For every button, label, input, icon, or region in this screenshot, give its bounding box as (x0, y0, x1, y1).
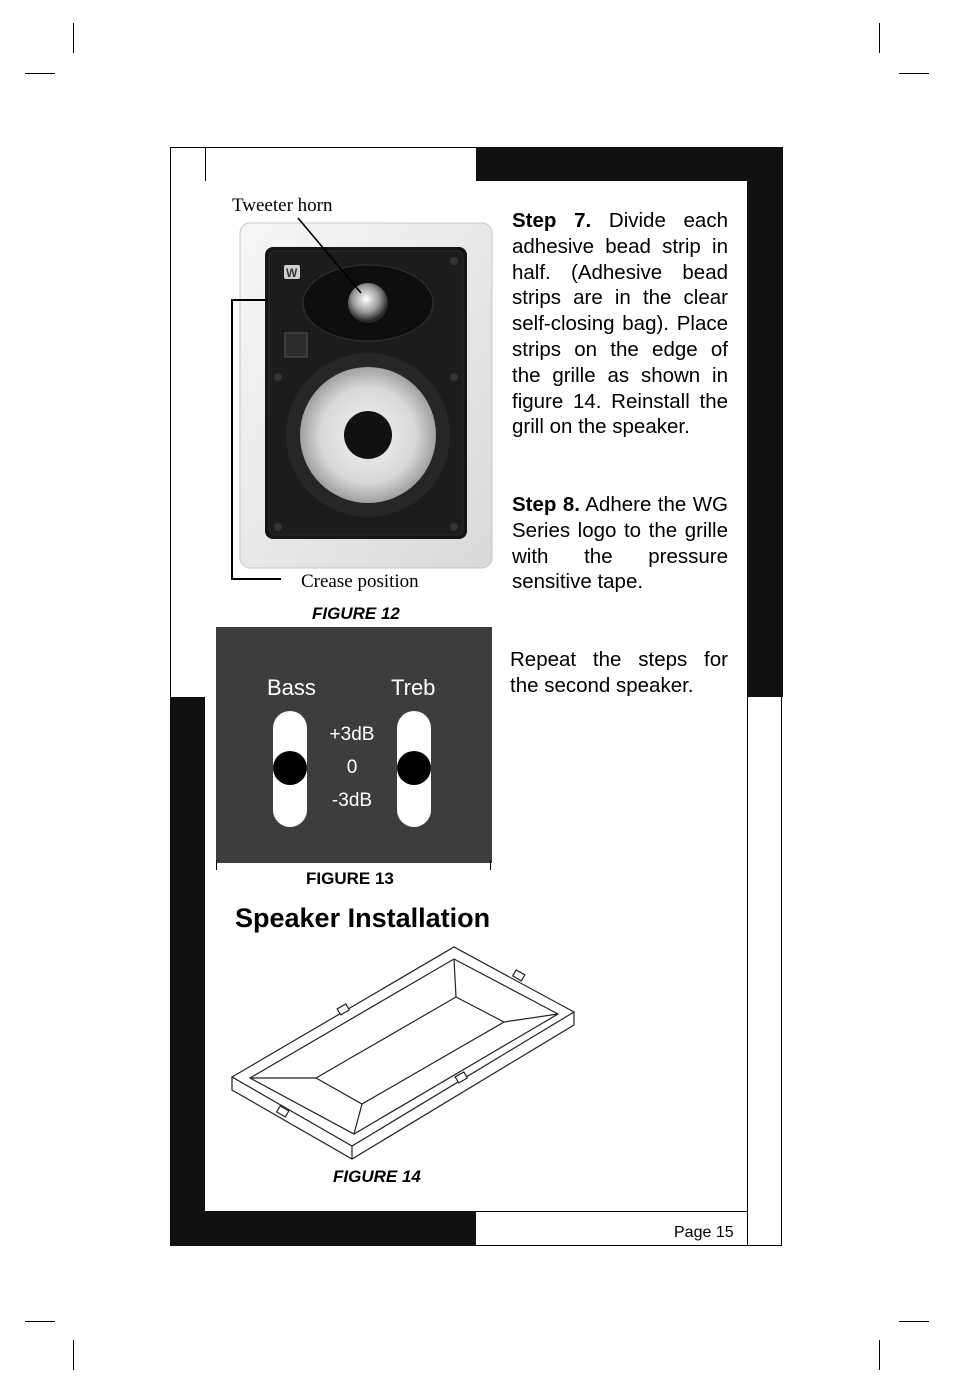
crop-mark (73, 23, 74, 53)
frame-block-top-right (476, 147, 783, 182)
woofer-dustcap (344, 411, 392, 459)
level-low-label: -3dB (331, 790, 373, 811)
crease-leader-line (231, 578, 281, 580)
crop-mark (899, 1321, 929, 1322)
level-mid-label: 0 (346, 757, 358, 778)
figure-12-caption: FIGURE 12 (312, 604, 400, 623)
figure-13-panel (216, 627, 492, 863)
figure-13-caption: FIGURE 13 (306, 869, 394, 888)
figure-14-caption: FIGURE 14 (333, 1167, 421, 1186)
svg-text:W: W (286, 266, 298, 280)
step-7-paragraph (512, 208, 728, 440)
section-title: Speaker Installation (235, 903, 491, 933)
crease-leader-line (231, 299, 233, 579)
step-7-text: Divide each adhesive bead strip in half. (Adhesive bead strips are in the clear self-closing bag). Place strips on the edge of the grille as shown in figure 14. Reinstall the grill on the speaker. (512, 209, 728, 439)
adhesive-strip (277, 1106, 289, 1117)
frame-block-left (170, 697, 206, 1246)
step-8-paragraph (512, 492, 728, 595)
tweeter-dome (348, 283, 388, 323)
speaker-screw (274, 373, 282, 381)
level-high-label: +3dB (329, 724, 375, 745)
grille-rim-edge (232, 1012, 574, 1159)
speaker-screw (450, 523, 458, 531)
frame-line (747, 697, 748, 1246)
crop-mark (25, 73, 55, 74)
step-8-text: Adhere the WG Series logo to the grille with the pressure sensitive tape. (512, 493, 728, 594)
step-7-label: Step 7. (512, 209, 592, 232)
crease-leader-line (231, 299, 267, 301)
crop-mark (879, 1340, 880, 1370)
step-8-label: Step 8. (512, 493, 580, 516)
repeat-paragraph: Repeat the steps for the second speaker. (510, 648, 728, 697)
speaker-screw (450, 373, 458, 381)
adhesive-strip (337, 1004, 349, 1015)
figure-12-label-tweeter: Tweeter horn (232, 195, 333, 216)
page-number: Page 15 (674, 1224, 734, 1241)
grille-inner-lip (250, 959, 558, 1134)
figure-13-tick (216, 860, 217, 870)
frame-line (476, 1211, 747, 1212)
speaker-switch-panel (285, 333, 307, 357)
figure-14-grille-drawing (228, 942, 578, 1162)
speaker-screw (274, 523, 282, 531)
crop-mark (73, 1340, 74, 1370)
treble-switch-knob[interactable] (397, 751, 431, 785)
frame-block-bottom-left (170, 1211, 476, 1246)
figure-12-label-crease: Crease position (301, 571, 419, 592)
crop-mark (25, 1321, 55, 1322)
figure-12-speaker (228, 215, 498, 590)
figure-13-tick (490, 860, 491, 870)
treble-label: Treb (391, 675, 436, 700)
bass-switch-knob[interactable] (273, 751, 307, 785)
speaker-screw (450, 257, 458, 265)
frame-block-right (747, 147, 783, 697)
bass-label: Bass (267, 675, 316, 700)
crop-mark (879, 23, 880, 53)
crop-mark (899, 73, 929, 74)
